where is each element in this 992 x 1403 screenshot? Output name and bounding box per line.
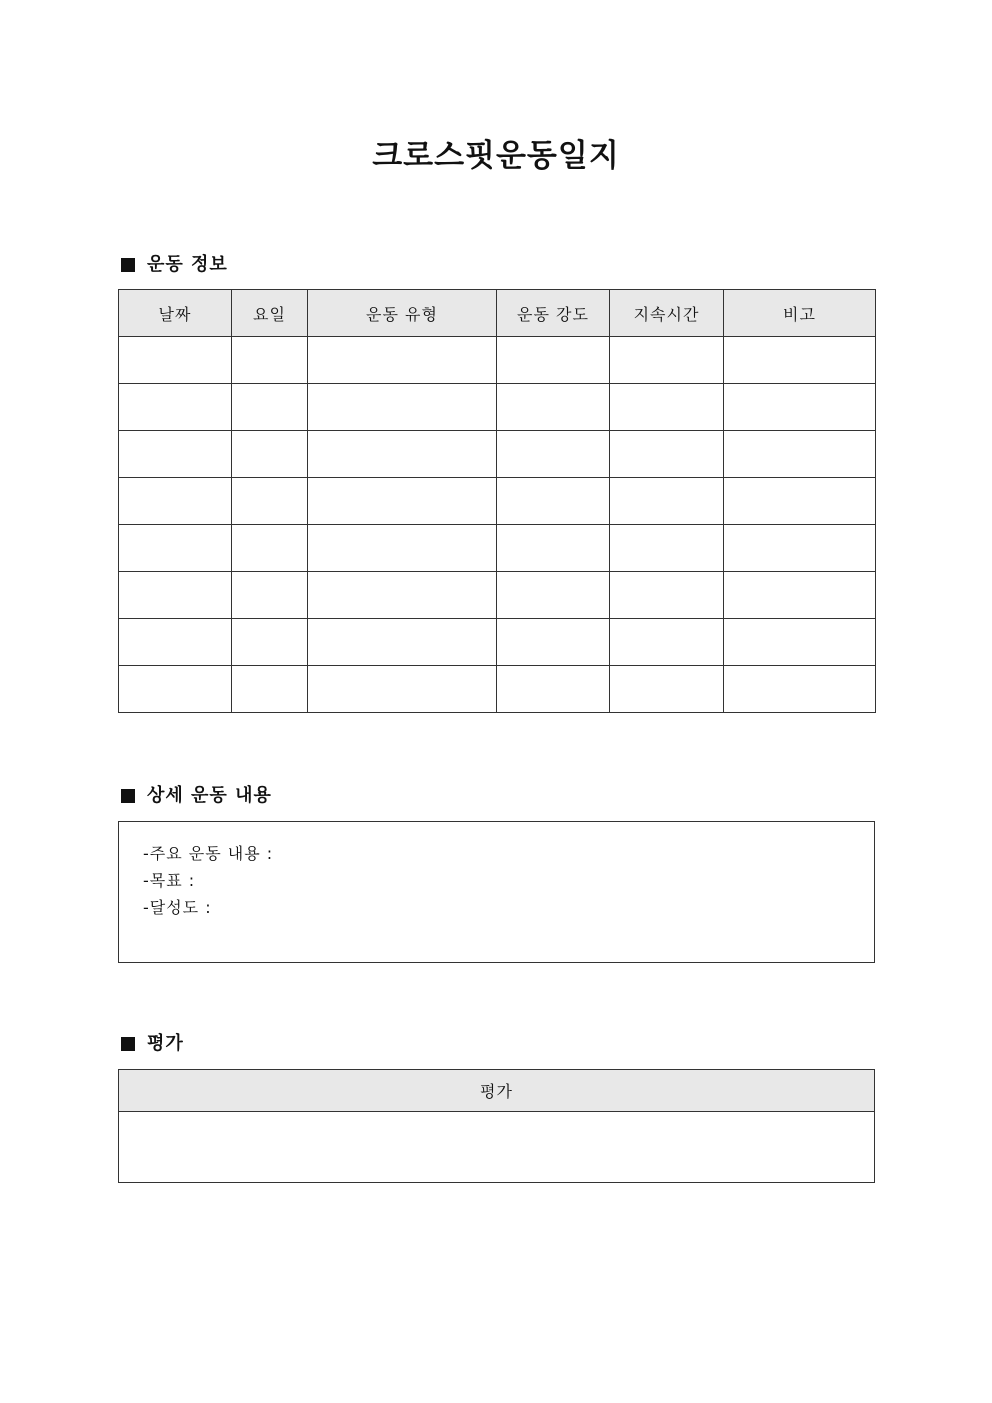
table-cell[interactable] [724, 525, 876, 572]
table-cell[interactable] [610, 337, 724, 384]
page-title: 크로스핏운동일지 [372, 138, 620, 174]
table-cell[interactable] [308, 337, 497, 384]
detail-lines [143, 840, 273, 921]
table-cell[interactable] [497, 572, 610, 619]
table-cell[interactable] [497, 619, 610, 666]
table-cell[interactable] [119, 337, 232, 384]
table-cell[interactable] [610, 666, 724, 713]
detail-line-goal: -목표 : [143, 871, 196, 890]
table-cell[interactable] [232, 431, 308, 478]
table-cell[interactable] [724, 384, 876, 431]
square-bullet-icon [121, 1037, 135, 1051]
header-intensity: 운동 강도 [497, 290, 610, 337]
table-cell[interactable] [610, 525, 724, 572]
detail-content-box[interactable] [118, 821, 875, 963]
table-cell[interactable] [497, 666, 610, 713]
table-cell[interactable] [724, 572, 876, 619]
header-notes: 비고 [724, 290, 876, 337]
table-cell[interactable] [232, 572, 308, 619]
table-cell[interactable] [497, 478, 610, 525]
section-heading-info-label: 운동 정보 [147, 254, 228, 275]
table-row [119, 572, 876, 619]
table-cell[interactable] [724, 431, 876, 478]
section-heading-info [119, 253, 228, 277]
table-cell[interactable] [610, 619, 724, 666]
table-cell[interactable] [119, 666, 232, 713]
section-heading-evaluation [119, 1032, 184, 1056]
detail-line-achievement: -달성도 : [143, 898, 212, 917]
square-bullet-icon [121, 789, 135, 803]
evaluation-header: 평가 [119, 1070, 875, 1112]
table-cell[interactable] [308, 384, 497, 431]
table-cell[interactable] [308, 572, 497, 619]
table-cell[interactable] [232, 619, 308, 666]
evaluation-content-cell[interactable] [119, 1112, 875, 1183]
table-cell[interactable] [610, 478, 724, 525]
table-cell[interactable] [308, 525, 497, 572]
table-cell[interactable] [610, 384, 724, 431]
section-heading-detail [119, 784, 272, 808]
table-cell[interactable] [308, 478, 497, 525]
table-header-row [119, 290, 876, 337]
section-heading-detail-label: 상세 운동 내용 [147, 785, 272, 806]
table-cell[interactable] [497, 384, 610, 431]
table-row [119, 337, 876, 384]
table-row [119, 666, 876, 713]
evaluation-table [118, 1069, 875, 1183]
header-day: 요일 [232, 290, 308, 337]
square-bullet-icon [121, 258, 135, 272]
table-cell[interactable] [497, 431, 610, 478]
table-cell[interactable] [232, 384, 308, 431]
table-cell[interactable] [232, 337, 308, 384]
table-cell[interactable] [308, 619, 497, 666]
evaluation-content-row [119, 1112, 875, 1183]
table-cell[interactable] [724, 337, 876, 384]
table-cell[interactable] [119, 384, 232, 431]
table-row [119, 431, 876, 478]
table-cell[interactable] [724, 478, 876, 525]
table-cell[interactable] [308, 431, 497, 478]
header-date: 날짜 [119, 290, 232, 337]
table-cell[interactable] [724, 666, 876, 713]
table-cell[interactable] [119, 525, 232, 572]
table-cell[interactable] [497, 525, 610, 572]
header-type: 운동 유형 [308, 290, 497, 337]
table-cell[interactable] [232, 666, 308, 713]
evaluation-header-row [119, 1070, 875, 1112]
section-heading-evaluation-label: 평가 [147, 1033, 184, 1054]
exercise-info-table [118, 289, 876, 713]
table-cell[interactable] [119, 478, 232, 525]
table-cell[interactable] [497, 337, 610, 384]
table-cell[interactable] [610, 431, 724, 478]
table-row [119, 619, 876, 666]
table-row [119, 478, 876, 525]
table-cell[interactable] [119, 619, 232, 666]
table-cell[interactable] [232, 478, 308, 525]
table-row [119, 525, 876, 572]
header-duration: 지속시간 [610, 290, 724, 337]
table-cell[interactable] [724, 619, 876, 666]
table-cell[interactable] [119, 431, 232, 478]
table-row [119, 384, 876, 431]
detail-line-main-exercise: -주요 운동 내용 : [143, 844, 274, 863]
table-cell[interactable] [610, 572, 724, 619]
table-cell[interactable] [119, 572, 232, 619]
table-cell[interactable] [308, 666, 497, 713]
table-cell[interactable] [232, 525, 308, 572]
